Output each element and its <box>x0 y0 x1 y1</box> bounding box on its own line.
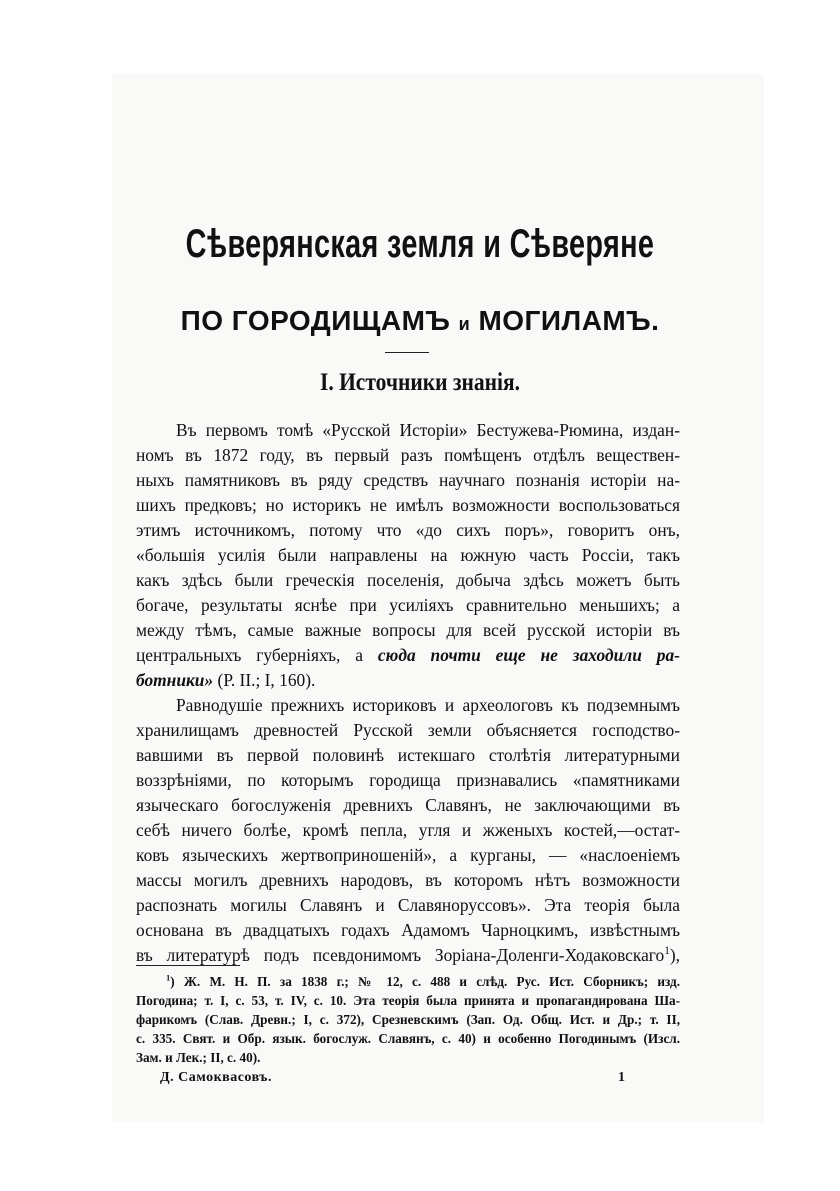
page-title: Сѣверянская земля и Сѣверяне <box>185 222 655 266</box>
text-line: языческаго богослуженія древнихъ Славянъ, не заключающими въ <box>136 795 680 815</box>
text-line: «большія усилія были направлены на южную часть Россіи, такъ <box>136 545 680 565</box>
text-line: какъ здѣсь были греческія поселенія, добыча здѣсь можетъ быть <box>136 570 680 590</box>
text-line <box>136 668 680 693</box>
text-line: основана въ двадцатыхъ годахъ Адамомъ Чарноцкимъ, извѣстнымъ <box>136 920 680 940</box>
text-fragment: ), <box>669 945 680 965</box>
subtitle-end: МОГИЛАМЪ. <box>478 305 660 336</box>
text-line: себѣ ничего болѣе, кромѣ пепла, угля и жженыхъ костей,—остат- <box>136 820 680 840</box>
text-fragment: центральныхъ губерніяхъ, а <box>136 645 363 665</box>
text-fragment: въ литературѣ подъ псевдонимомъ Зоріана-Доленги-Ходаковскаго <box>136 945 665 965</box>
footnote-line: с. 335. Свят. и Обр. язык. богослуж. Славянъ, с. 40) и особенно Погодинымъ (Изсл. <box>136 1031 680 1046</box>
footnote-text: ) Ж. М. Н. П. за 1838 г.; № 12, с. 488 и слѣд. Рус. Ист. Сборникъ; изд. <box>170 974 680 989</box>
page-number: 1 <box>618 1070 625 1085</box>
text-line: Равнодушіе прежнихъ историковъ и археологовъ къ подземнымъ <box>176 695 680 715</box>
text-line: ковъ языческихъ жертвоприношеній», а курганы, — «наслоеніемъ <box>136 845 680 865</box>
text-line: вавшими въ первой половинѣ истекшаго столѣтія литературными <box>136 745 680 765</box>
subtitle-conjunction: и <box>458 314 471 334</box>
section-heading: I. Источники знанія. <box>319 369 521 396</box>
subtitle-main: ПО ГОРОДИЩАМЪ <box>180 305 451 336</box>
footnote-line: Зам. и Лек.; II, с. 40). <box>136 1050 261 1065</box>
text-line: ныхъ памятниковъ въ ряду средствъ научнаго познанія исторіи на- <box>136 470 680 490</box>
page-subtitle <box>0 305 840 337</box>
text-line: хранилищамъ древностей Русской земли объясняется господство- <box>136 720 680 740</box>
citation: (Р. II.; I, 160). <box>217 670 316 690</box>
footnote-divider <box>136 965 240 966</box>
text-line: между тѣмъ, самые важные вопросы для всей русской исторіи въ <box>136 620 680 640</box>
footnote <box>136 972 680 1067</box>
text-line: массы могилъ древнихъ народовъ, въ которомъ нѣтъ возможности <box>136 870 680 890</box>
text-line: номъ въ 1872 году, въ первый разъ помѣщенъ отдѣлъ веществен- <box>136 445 680 465</box>
text-line: воззрѣніями, по которымъ городища признавались «памятниками <box>136 770 680 790</box>
title-divider <box>385 352 429 353</box>
text-line <box>136 643 680 668</box>
italic-quote: сюда почти еще не заходили ра- <box>377 645 680 665</box>
body-text <box>136 418 680 968</box>
footnote-marker: 1 <box>664 945 670 958</box>
text-line: распознать могилы Славянъ и Славяноруссовъ». Эта теорія была <box>136 895 680 915</box>
footnote-line <box>136 972 680 991</box>
italic-quote: ботники» <box>136 670 214 690</box>
signature: Д. Самоквасовъ. <box>160 1070 272 1085</box>
footnote-line: Погодина; т. I, с. 53, т. IV, с. 10. Эта теорія была принята и пропагандирована Ша- <box>136 993 680 1008</box>
footnote-line: фарикомъ (Слав. Древн.; I, с. 372), Срезневскимъ (Зап. Од. Общ. Ист. и Др.; т. II, <box>136 1012 680 1027</box>
text-line: богаче, результаты яснѣе при усиліяхъ сравнительно меньшихъ; а <box>136 595 680 615</box>
text-line: этимъ источникомъ, потому что «до сихъ поръ», говоритъ онъ, <box>136 520 680 540</box>
footnote-number: 1 <box>166 972 171 983</box>
text-line: шихъ предковъ; но историкъ не имѣлъ возможности воспользоваться <box>136 495 680 515</box>
text-line: Въ первомъ томѣ «Русской Исторіи» Бестужева-Рюмина, издан- <box>176 420 680 440</box>
